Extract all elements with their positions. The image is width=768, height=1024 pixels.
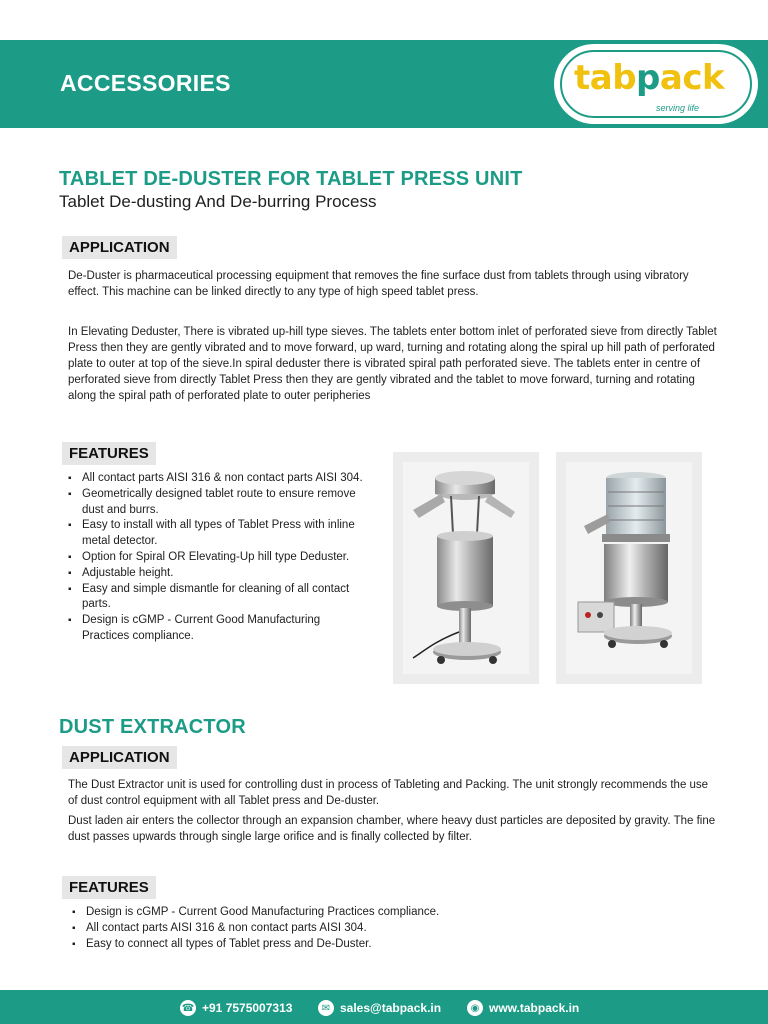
list-item: ▪ Design is cGMP - Current Good Manufacturing Practices compliance.	[70, 905, 710, 921]
list-item: ▪ Easy to connect all types of Tablet press and De-Duster.	[70, 937, 710, 953]
list-item: ▪ Geometrically designed tablet route to ensure remove dust and burrs.	[66, 487, 366, 519]
application-label: APPLICATION	[62, 236, 177, 259]
list-item: ▪ Adjustable height.	[66, 566, 366, 582]
tabpack-logo: tabpack	[574, 58, 725, 98]
phone-number[interactable]: +91 7575007313	[202, 1001, 293, 1015]
application-label: APPLICATION	[62, 746, 177, 769]
deduster-features-list	[66, 471, 366, 645]
phone-icon: ☎	[180, 1000, 196, 1016]
footer-phone[interactable]	[180, 999, 292, 1017]
features-label: FEATURES	[62, 442, 156, 465]
deduster-application-para-2: In Elevating Deduster, There is vibrated up-hill type sieves. The tablets enter bottom inlet of perforated sieve from directly Tablet Press then they are gently vibrated and to move forward, up ward, turning and rotating along the spiral up hill path of perforated plate to outer at top of the sieve.In spiral deduster there is vibrated spiral path perforated sieve. The tablets enter in centre of perforated sieve from directly Tablet Press then they are gently vibrated and the tablet to move forward, turning and rotating along the spiral path of perforated plate to outer peripheries	[68, 326, 717, 402]
list-item: ▪ Easy and simple dismantle for cleaning of all contact parts.	[66, 582, 366, 614]
logo-tagline: serving life	[656, 103, 700, 113]
deduster-application-para-1: De-Duster is pharmaceutical processing equipment that removes the fine surface dust from tablets through using vibratory effect. This machine can be linked directly to any type of high speed tablet press.	[68, 270, 689, 298]
dust-extractor-title: DUST EXTRACTOR	[59, 716, 246, 738]
list-item: ▪ Easy to install with all types of Tablet Press with inline metal detector.	[66, 518, 366, 550]
email-icon: ✉	[318, 1000, 334, 1016]
list-item: ▪ Design is cGMP - Current Good Manufacturing Practices compliance.	[66, 613, 366, 645]
website-link[interactable]: www.tabpack.in	[489, 1001, 580, 1015]
extractor-application-para-2: Dust laden air enters the collector through an expansion chamber, where heavy dust particles are deposited by gravity. The fine dust passes upwards through single large orifice and is finally collected by filter.	[68, 815, 716, 843]
deduster-subtitle: Tablet De-dusting And De-burring Process	[59, 192, 377, 211]
extractor-application-para-1: The Dust Extractor unit is used for controlling dust in process of Tableting and Packing. The unit strongly recommends the use of dust control equipment with all Tablet press and De-duster.	[68, 779, 709, 807]
list-item: ▪ All contact parts AISI 316 & non contact parts AISI 304.	[66, 471, 366, 487]
elevating-deduster-image	[393, 452, 539, 684]
deduster-title: TABLET DE-DUSTER FOR TABLET PRESS UNIT	[59, 168, 523, 190]
spiral-deduster-image	[556, 452, 702, 684]
extractor-features-list	[70, 905, 710, 952]
list-item: ▪ All contact parts AISI 316 & non contact parts AISI 304.	[70, 921, 710, 937]
page-title: ACCESSORIES	[60, 70, 231, 96]
footer-email[interactable]	[318, 999, 441, 1017]
footer-website[interactable]	[467, 999, 579, 1017]
email-address[interactable]: sales@tabpack.in	[340, 1001, 442, 1015]
globe-icon: ◉	[467, 1000, 483, 1016]
features-label: FEATURES	[62, 876, 156, 899]
list-item: ▪ Option for Spiral OR Elevating-Up hill type Deduster.	[66, 550, 366, 566]
